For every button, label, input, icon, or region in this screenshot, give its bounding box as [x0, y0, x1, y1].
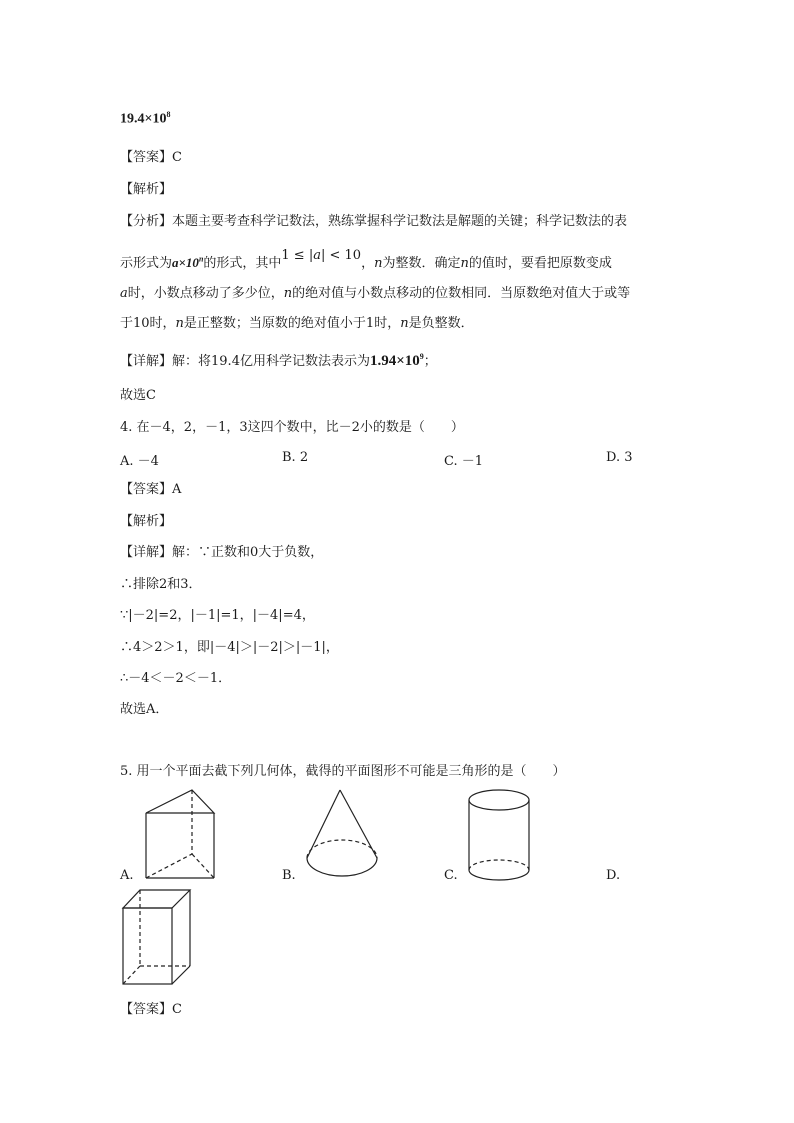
q5-stem: 5. 用一个平面去截下列几何体，截得的平面图形不可能是三角形的是（ ）	[120, 764, 566, 779]
q5-option-b: B.	[282, 868, 296, 883]
q4-detail-line-5: ∴－4＜－2＜－1．	[120, 671, 232, 686]
detail-label: 【详解】	[120, 354, 173, 369]
q4-detail-line-3: ∵|－2|=2，|－1|=1，|－4|=4，	[120, 608, 315, 623]
q4-jiexi-heading: 【解析】	[120, 514, 173, 529]
formula-a-times-10-n: $a\times 10^n$	[172, 254, 204, 270]
q3-option-d: $19.4\times 10^8$	[120, 110, 171, 127]
q3-detail: 【详解】解：将19.4亿用科学记数法表示为$1.94\times 10^9$；	[120, 352, 437, 369]
q3-analysis-line-3: a时，小数点移动了多少位，n的绝对值与小数点移动的位数相同．当原数绝对值大于或等	[120, 286, 631, 301]
q4-detail-line-1: 【详解】解：∵正数和0大于负数，	[120, 545, 324, 560]
q4-detail-line-6: 故选A．	[120, 702, 169, 717]
q4-option-d: D. 3	[606, 450, 633, 465]
cylinder-icon	[466, 788, 532, 884]
q4-option-c: C. －1	[444, 454, 484, 469]
q4-stem: 4. 在－4，2，－1，3这四个数中，比－2小的数是（ ）	[120, 420, 464, 435]
rectangular-prism-icon	[120, 888, 192, 988]
formula-1-94e9: $1.94\times 10^9$	[369, 352, 424, 369]
cone-icon	[304, 788, 380, 882]
q3-analysis-line-4: 于10时，n是正整数；当原数的绝对值小于1时，n是负整数．	[120, 316, 474, 331]
q5-option-a: A.	[120, 868, 134, 883]
q5-answer: 【答案】C	[120, 1002, 182, 1017]
q4-option-b: B. 2	[282, 450, 309, 465]
q4-detail-line-4: ∴4＞2＞1，即|－4|＞|－2|＞|－1|，	[120, 640, 339, 655]
analysis-label: 【分析】	[120, 214, 173, 229]
q3-choose: 故选C	[120, 388, 156, 403]
q5-option-c: C.	[444, 868, 458, 883]
q5-option-d: D.	[606, 868, 621, 883]
q4-detail-line-2: ∴排除2和3．	[120, 577, 202, 592]
q4-answer: 【答案】A	[120, 482, 182, 497]
q3-analysis-line-1: 【分析】本题主要考查科学记数法，熟练掌握科学记数法是解题的关键；科学记数法的表	[120, 214, 628, 229]
inequality: 1 ≤ |a| < 10	[281, 248, 362, 263]
q3-jiexi-heading: 【解析】	[120, 182, 173, 197]
q4-option-a: A. －4	[120, 454, 159, 469]
triangular-prism-icon	[140, 788, 220, 884]
q3-analysis-line-2: 示形式为$a\times 10^n$的形式，其中1 ≤ |a| < 10，n为整数．确定n的值时，要看把原数变成	[120, 248, 612, 271]
q3-answer: 【答案】C	[120, 150, 182, 165]
